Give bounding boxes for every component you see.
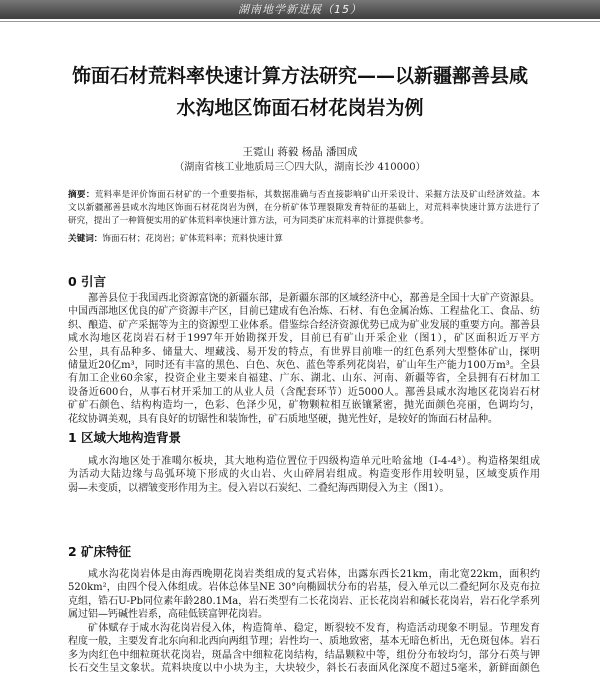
text-line: 克组，锆石U-Pb同位素年龄280.1Ma，岩石类型有二长花岗岩、正长花岗岩和碱长花岗岩，岩石化学系列: [68, 595, 540, 607]
text-line: 公里，具有品种多、储量大、埋藏浅、易开发的特点，有世界目前唯一的红色系列大型整体矿山，探明: [68, 346, 540, 358]
text-line: 程度一般，主要发育北东向和北西向两组节理；岩性均一、质地致密，基本无暗色析出，无色斑包体。岩石: [68, 636, 540, 648]
running-header: [0, 0, 600, 19]
text-line: 520km²，由四个侵入体组成。岩体总体呈NE 30°向椭圆状分布的岩基，侵入单元以二叠纪阿尔及克布拉: [68, 582, 540, 594]
text-line: 长石交生呈文象状。荒料块度以中小块为主，大块较少，斜长石表面风化深度不超过5毫米，新鲜面颜色: [68, 663, 540, 675]
keywords: [68, 233, 540, 246]
abstract-line: [68, 189, 540, 202]
abstract-text: 荒料率是评价饰面石材矿的一个重要指标，其数据准确与否直接影响矿山开采设计、采掘方法及矿山经济效益。本: [94, 190, 540, 200]
text-line: 弱—未变质，以褶皱变形作用为主。侵入岩以石炭纪、二叠纪海西期侵入为主（图1）。: [68, 482, 450, 494]
section-heading-tectonic-setting: 1 区域大地构造背景: [68, 430, 182, 445]
text-line: 咸水沟地区处于准噶尔板块，其大地构造位置位于四级构造单元吐哈盆地（I-4-4³）。构造格架组成: [88, 456, 540, 467]
text-line: 鄯善县位于我国西北资源富饶的新疆东部，是新疆东部的区域经济中心，鄯善是全国十大矿产资源县。: [88, 293, 540, 304]
keywords-text: 饰面石材；花岗岩；矿体荒料率；荒料快速计算: [102, 234, 283, 244]
text-line: 储量近20亿m³，同时还有丰富的黑色、白色、灰色、蓝色等系列花岗岩，矿山年生产能力100万m³。全县: [68, 359, 540, 371]
text-line: 为活动大陆边缘与岛弧环境下形成的火山岩、火山碎屑岩组成。构造变形作用较明显，区域变质作用: [68, 469, 540, 481]
text-line: 矿体赋存于咸水沟花岗岩侵入体，构造简单、稳定，断裂较不发育，构造活动现象不明显。节理发育: [88, 623, 540, 634]
text-line: 咸水沟花岗岩体是由海西晚期花岗岩类组成的复式岩体，出露东西长21km，南北宽22km，面积约: [88, 569, 540, 580]
affiliation: （湖南省核工业地质局三〇四大队，湖南长沙 410000）: [174, 162, 426, 173]
header-rule: [0, 21, 600, 22]
title-line: 水沟地区饰面石材花岗岩为例: [176, 97, 424, 119]
keywords-label: 关键词：: [68, 234, 103, 244]
authors: 王霓山 蒋毅 杨晶 潘国成: [242, 146, 358, 158]
abstract-line: 研究，提出了一种简便实用的矿体荒料率快速计算方法，可为同类矿床荒料率的计算提供参考。: [68, 216, 429, 226]
text-line: 中国西部地区优良的矿产资源丰产区，目前已建成有色冶炼、石材、有色金属冶炼、工程盐化工、食品、纺: [68, 306, 540, 318]
paragraph: [68, 292, 540, 426]
abstract: [68, 189, 540, 228]
paragraph: [68, 568, 540, 622]
text-line: 多为肉红色中细粒斑状花岗岩，斑晶含中细粒花岗结构，结晶颗粒中等，组份分布较均匀，部分石英与钾: [68, 649, 540, 661]
abstract-line: 文以新疆鄯善县咸水沟地区饰面石材花岗岩为例，在分析矿体节理裂隙发育特征的基础上，对荒料率快速计算方法进行了: [68, 203, 540, 213]
paper-title: [0, 60, 600, 124]
paragraph: [68, 622, 540, 676]
text-line: 有加工企业60余家，投资企业主要来自福建、广东、湖北、山东、河南、新疆等省，全县拥有石材加工: [68, 373, 540, 385]
section-heading-introduction: 0 引言: [68, 274, 107, 289]
section-heading-deposit-features: 2 矿床特征: [68, 544, 132, 559]
text-line: 花纹协调美观，具有良好的切锯性和装饰性，矿石质地坚硬，抛光性好，是较好的饰面石材品种。: [68, 413, 498, 425]
paragraph: [68, 455, 540, 495]
abstract-label: 摘要：: [68, 190, 95, 200]
text-line: 矿矿石颜色、结构构造均一，色彩、色泽少见，矿物颗粒相互嵌镶紧密，抛光面颜色亮丽，色调均匀，: [68, 400, 540, 412]
text-line: 属过铝—钙碱性岩系，高硅低镁富钾花岗岩。: [68, 609, 268, 621]
journal-name: 湖南地学新进展（15）: [238, 3, 362, 16]
text-line: 设备近600台，从事石材开采加工的从业人员（含配套环节）近5000人。鄯善县咸水沟地区花岗岩石材: [68, 386, 540, 398]
title-line: 饰面石材荒料率快速计算方法研究——以新疆鄯善县咸: [71, 65, 528, 87]
text-line: 咸水沟地区花岗岩石材于1997年开始勘探开发，目前已有矿山开采企业（图1），矿区面积近万平方: [68, 333, 540, 345]
text-line: 织、酿造、矿产采掘等为主的资源型工业体系。借鉴综合经济资源优势已成为矿业发展的重要方向。鄯善县: [68, 319, 540, 331]
